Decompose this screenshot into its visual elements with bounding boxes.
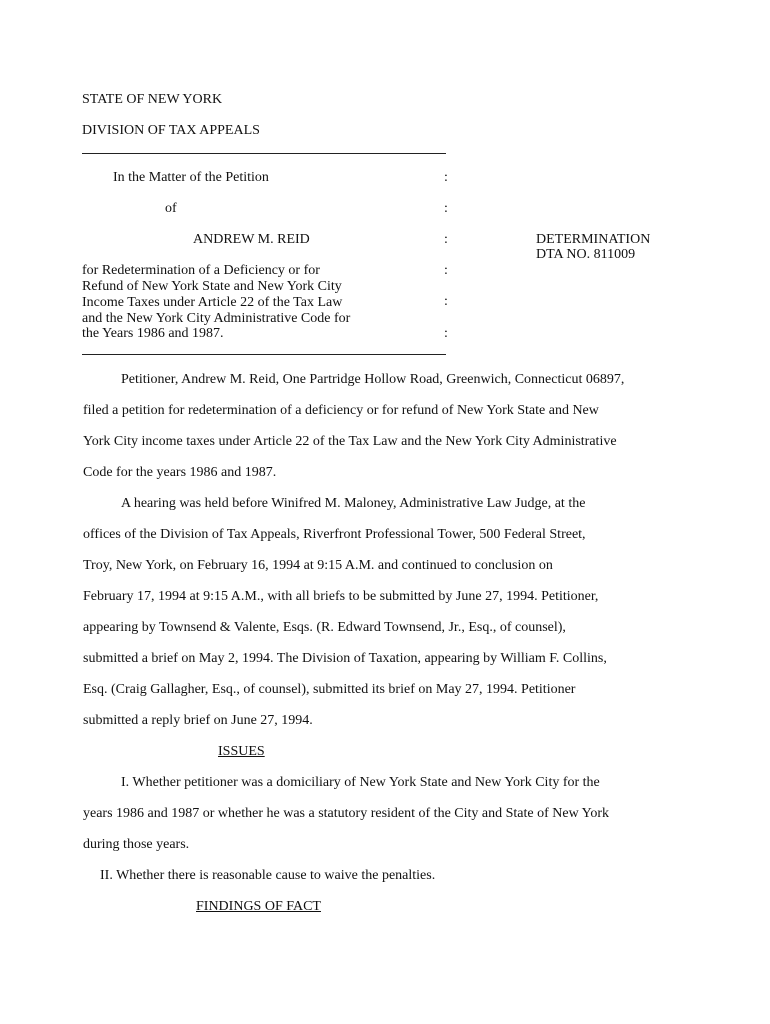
paragraph-line: I. Whether petitioner was a domiciliary of New York State and New York City for the xyxy=(121,775,600,790)
caption-colon: : xyxy=(444,201,448,216)
paragraph-line: York City income taxes under Article 22 of the Tax Law and the New York City Administrative xyxy=(83,434,617,449)
caption-purpose-line: for Redetermination of a Deficiency or for xyxy=(82,263,320,278)
state-heading: STATE OF NEW YORK xyxy=(82,92,223,107)
caption-of: of xyxy=(165,201,177,216)
paragraph-line: appearing by Townsend & Valente, Esqs. (R. Edward Townsend, Jr., Esq., of counsel), xyxy=(83,620,566,635)
division-heading: DIVISION OF TAX APPEALS xyxy=(82,123,260,138)
paragraph-line: February 17, 1994 at 9:15 A.M., with all briefs to be submitted by June 27, 1994. Petitioner, xyxy=(83,589,599,604)
findings-of-fact-heading: FINDINGS OF FACT xyxy=(196,899,321,914)
paragraph-line: A hearing was held before Winifred M. Maloney, Administrative Law Judge, at the xyxy=(121,496,586,511)
dta-number: DTA NO. 811009 xyxy=(536,247,636,262)
caption-purpose-line: Income Taxes under Article 22 of the Tax Law xyxy=(82,295,343,310)
issue-two: II. Whether there is reasonable cause to waive the penalties. xyxy=(100,868,436,883)
paragraph-line: filed a petition for redetermination of a deficiency or for refund of New York State and New xyxy=(83,403,599,418)
caption-colon: : xyxy=(444,294,448,309)
caption-petitioner-name: ANDREW M. REID xyxy=(193,232,310,247)
caption-colon: : xyxy=(444,326,448,341)
paragraph-line: submitted a brief on May 2, 1994. The Division of Taxation, appearing by William F. Collins, xyxy=(83,651,607,666)
paragraph-line: Troy, New York, on February 16, 1994 at 9:15 A.M. and continued to conclusion on xyxy=(83,558,553,573)
paragraph-line: Petitioner, Andrew M. Reid, One Partridge Hollow Road, Greenwich, Connecticut 06897, xyxy=(121,372,625,387)
caption-purpose-line: Refund of New York State and New York City xyxy=(82,279,342,294)
paragraph-line: offices of the Division of Tax Appeals, Riverfront Professional Tower, 500 Federal Street, xyxy=(83,527,586,542)
caption-purpose-line: the Years 1986 and 1987. xyxy=(82,326,224,341)
caption-bottom-rule xyxy=(82,354,446,355)
paragraph-line: years 1986 and 1987 or whether he was a statutory resident of the City and State of New York xyxy=(83,806,610,821)
caption-purpose-line: and the New York City Administrative Code for xyxy=(82,311,351,326)
paragraph-line: during those years. xyxy=(83,837,190,852)
caption-top-rule xyxy=(82,153,446,154)
caption-colon: : xyxy=(444,263,448,278)
caption-colon: : xyxy=(444,170,448,185)
paragraph-line: submitted a reply brief on June 27, 1994. xyxy=(83,713,313,728)
determination-label: DETERMINATION xyxy=(536,232,651,247)
caption-colon: : xyxy=(444,232,448,247)
caption-matter: In the Matter of the Petition xyxy=(113,170,269,185)
paragraph-line: Code for the years 1986 and 1987. xyxy=(83,465,277,480)
paragraph-line: Esq. (Craig Gallagher, Esq., of counsel), submitted its brief on May 27, 1994. Petitioner xyxy=(83,682,576,697)
issues-heading: ISSUES xyxy=(218,744,265,759)
